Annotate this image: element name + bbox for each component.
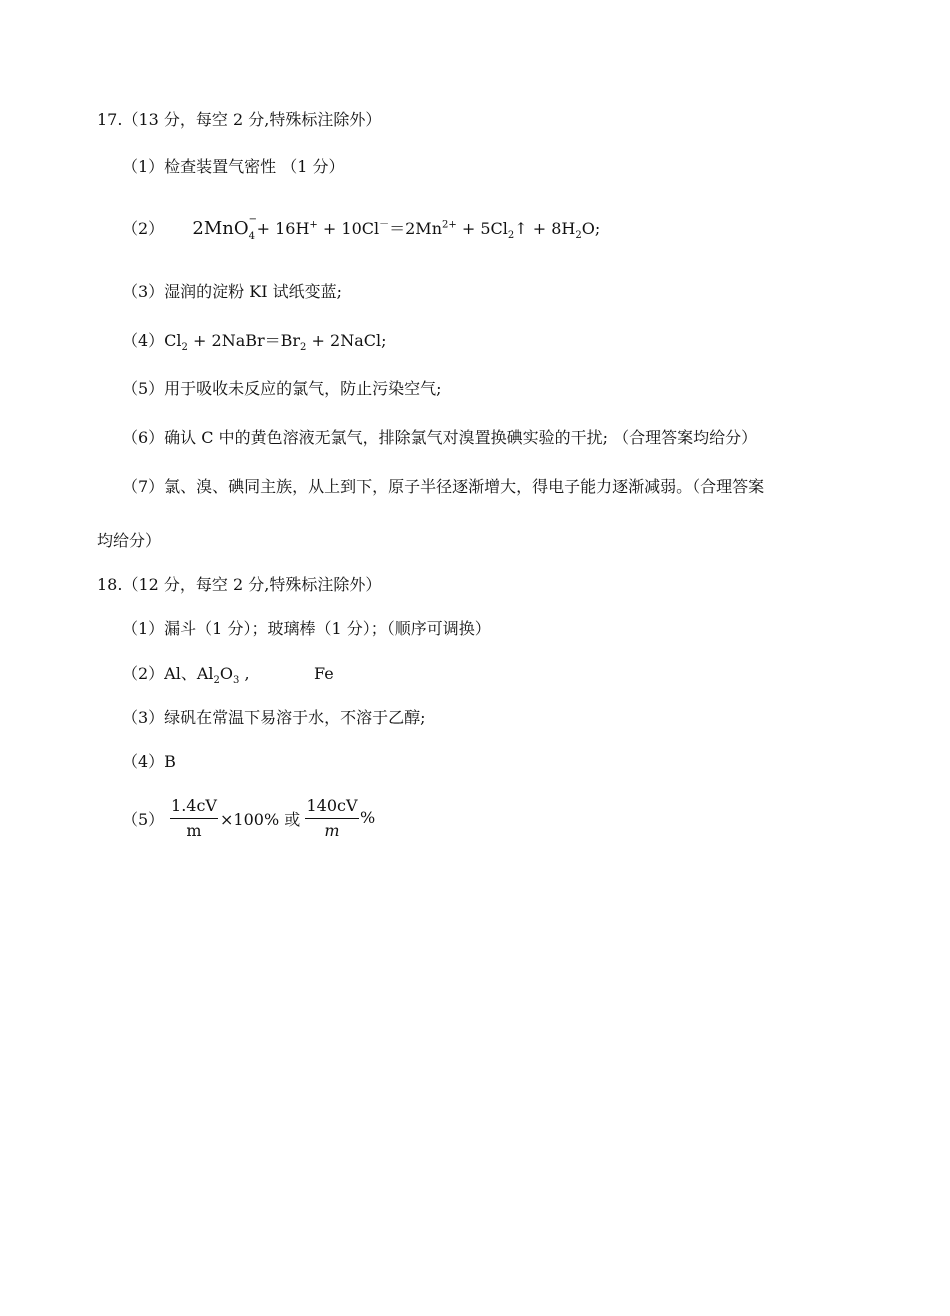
q17-answer-1: （1）检查装置气密性 （1 分） xyxy=(122,157,345,176)
q17-answer-2: （2） 2MnO − 4 + $16H^+ + 10Cl^-=2Mn^{2+}$ + $5Cl_2↑ + 8H_2O$; xyxy=(122,214,601,242)
q18-answer-5-mid: ×100% 或 xyxy=(220,810,301,829)
fraction-2-numerator: 140cV xyxy=(306,796,358,815)
q17-answer-4: $(4)Cl_2$ + $2NaBr=Br_2$ + 2NaCl; xyxy=(122,331,387,354)
eq-part-h2o: ↑ + 8H xyxy=(514,219,576,238)
q18-answer-2: （2）Al、$Al_2O_3$ , xyxy=(122,664,250,687)
fraction-2-bar xyxy=(305,818,359,819)
q18-answer-1: （1）漏斗（1 分）；玻璃棒（1 分）；（顺序可调换） xyxy=(122,619,491,638)
fraction-1 xyxy=(170,796,218,841)
permanganate-ion: 2MnO − 4 xyxy=(192,214,257,242)
q18-answer-4: （4）B xyxy=(122,752,176,771)
q17-answer-3: （3）湿润的淀粉 KI 试纸变蓝; xyxy=(122,282,343,301)
eq-part-cl2: + 5Cl xyxy=(461,219,508,238)
q17-answer-6: （6）确认 C 中的黄色溶液无氯气，排除氯气对溴置换碘实验的干扰; （合理答案均给分） xyxy=(122,428,758,447)
q17-answer-7-line1: （7）氯、溴、碘同主族，从上到下，原子半径逐渐增大，得电子能力逐渐减弱。（合理答案 xyxy=(122,477,765,496)
q17-answer-2-label: （2） xyxy=(122,219,165,238)
q18-heading: 18.（12 分，每空 2 分,特殊标注除外） xyxy=(97,575,382,594)
q18-answer-5-percent: % xyxy=(360,808,376,827)
eq-part-cl: + 10Cl xyxy=(322,219,380,238)
fraction-1-numerator: 1.4cV xyxy=(171,796,217,815)
eq-part-h: + 16H xyxy=(256,219,310,238)
q18-answer-3: （3）绿矾在常温下易溶于水，不溶于乙醇; xyxy=(122,708,426,727)
fraction-1-bar xyxy=(170,818,218,819)
fraction-2-denominator: m xyxy=(324,821,340,840)
q18-answer-5-label: （5） xyxy=(122,810,165,829)
fraction-2 xyxy=(305,796,359,841)
fraction-1-denominator: m xyxy=(186,821,202,840)
q18-answer-2-fe: Fe xyxy=(314,664,334,683)
eq-part-mn: ＝2Mn xyxy=(389,219,442,238)
q17-answer-5: （5）用于吸收未反应的氯气，防止污染空气; xyxy=(122,379,442,398)
q17-heading: 17.（13 分，每空 2 分,特殊标注除外） xyxy=(97,110,382,129)
q17-answer-7-line2: 均给分） xyxy=(97,531,162,550)
